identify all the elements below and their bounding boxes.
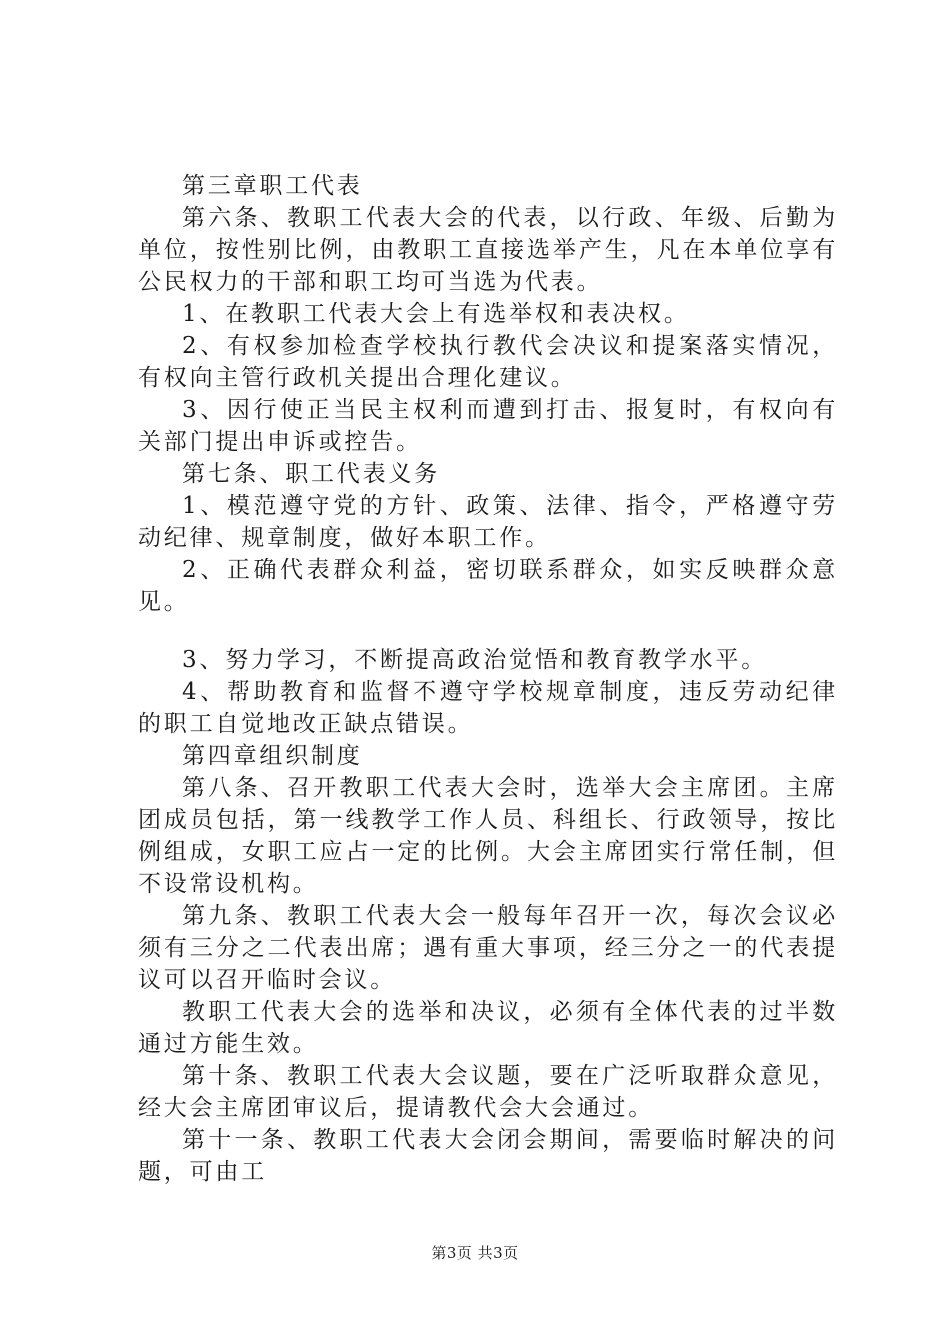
page-number-footer: 第3页 共3页 bbox=[431, 1244, 519, 1262]
article-paragraph: 第十条、教职工代表大会议题，要在广泛听取群众意见，经大会主席团审议后，提请教代会大会通过。 bbox=[138, 1063, 838, 1121]
list-item: 2、正确代表群众利益，密切联系群众，如实反映群众意见。 bbox=[138, 557, 838, 615]
list-item: 3、努力学习，不断提高政治觉悟和教育教学水平。 bbox=[182, 647, 768, 673]
article-paragraph: 第六条、教职工代表大会的代表，以行政、年级、后勤为单位，按性别比例，由教职工直接选举产生，凡在本单位享有公民权力的干部和职工均可当选为代表。 bbox=[138, 205, 838, 295]
list-item: 1、模范遵守党的方针、政策、法律、指令，严格遵守劳动纪律、规章制度，做好本职工作。 bbox=[138, 493, 838, 551]
article-heading: 第七条、职工代表义务 bbox=[182, 461, 440, 487]
article-paragraph: 第八条、召开教职工代表大会时，选举大会主席团。主席团成员包括，第一线教学工作人员、科组长、行政领导，按比例组成，女职工应占一定的比例。大会主席团实行常任制，但不设常设机构。 bbox=[138, 775, 838, 897]
list-item: 3、因行使正当民主权利而遭到打击、报复时，有权向有关部门提出申诉或控告。 bbox=[138, 397, 838, 455]
article-paragraph: 第十一条、教职工代表大会闭会期间，需要临时解决的问题，可由工 bbox=[138, 1127, 838, 1185]
chapter-heading: 第四章组织制度 bbox=[182, 743, 363, 769]
list-item: 2、有权参加检查学校执行教代会决议和提案落实情况，有权向主管行政机关提出合理化建议。 bbox=[138, 333, 838, 391]
chapter-heading: 第三章职工代表 bbox=[182, 173, 363, 199]
body-paragraph: 教职工代表大会的选举和决议，必须有全体代表的过半数通过方能生效。 bbox=[138, 999, 838, 1057]
list-item: 4、帮助教育和监督不遵守学校规章制度，违反劳动纪律的职工自觉地改正缺点错误。 bbox=[138, 679, 838, 737]
list-item: 1、在教职工代表大会上有选举权和表决权。 bbox=[182, 301, 690, 327]
article-paragraph: 第九条、教职工代表大会一般每年召开一次，每次会议必须有三分之二代表出席；遇有重大事项，经三分之一的代表提议可以召开临时会议。 bbox=[138, 903, 838, 993]
document-body bbox=[138, 170, 838, 1188]
